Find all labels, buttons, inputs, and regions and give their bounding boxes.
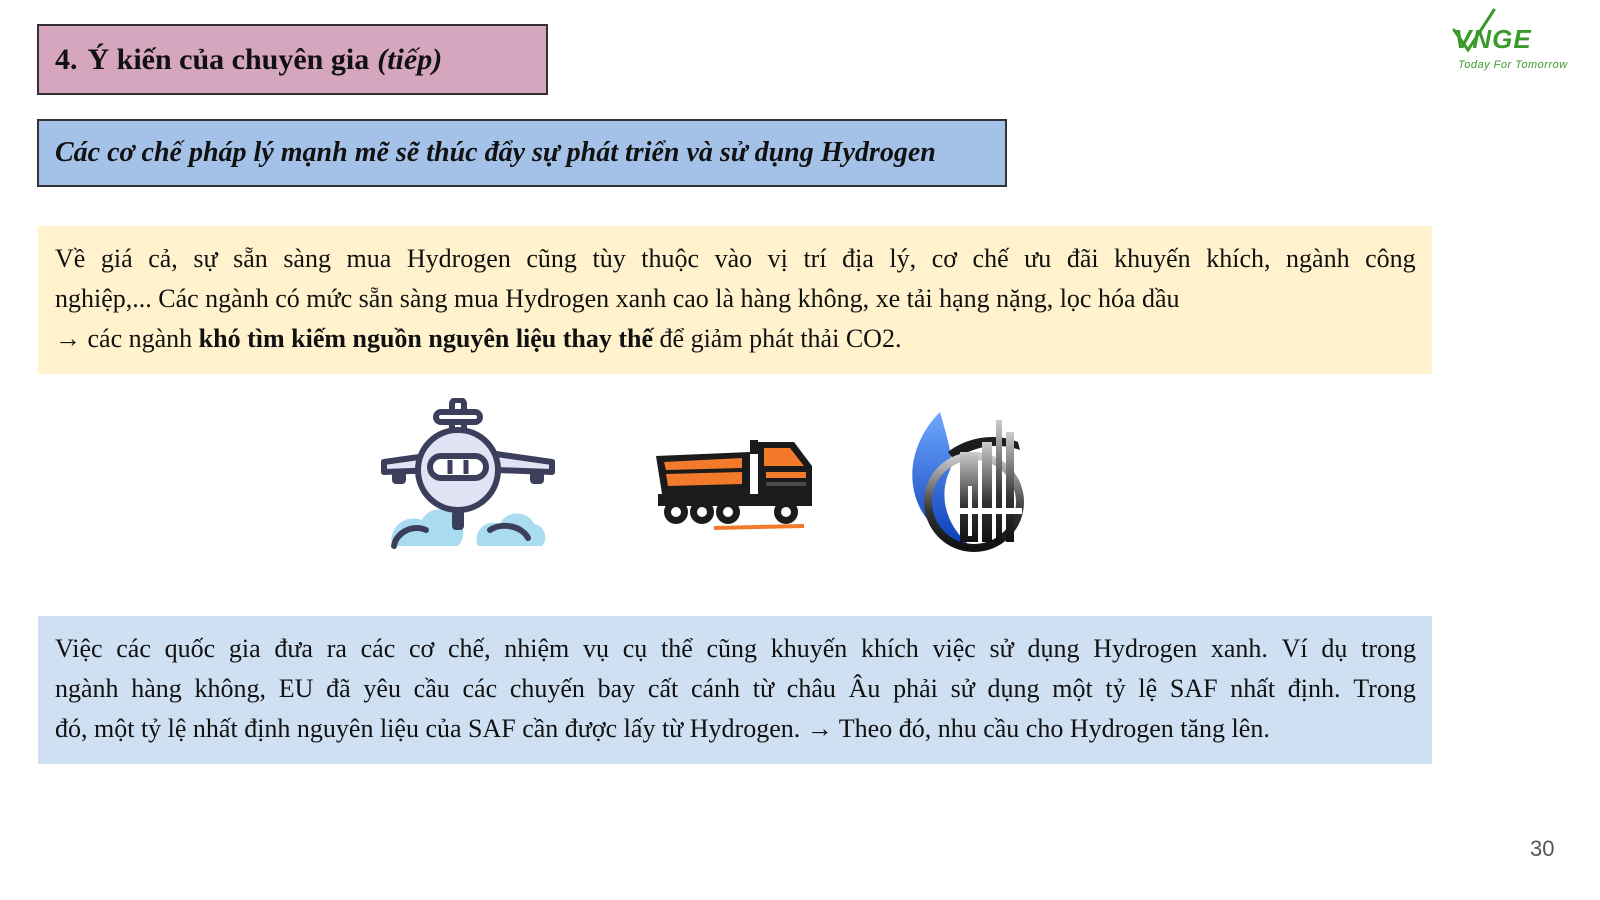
- refinery-flame-icon: [908, 412, 1043, 552]
- paragraph1-line2: nghiệp,... Các ngành có mức sẵn sàng mua Hydrogen xanh cao là hàng không, xe tải hạng nặng, lọc hóa dầu: [55, 284, 1180, 313]
- paragraph2-line2: ngành hàng không, EU đã yêu cầu các chuyến bay cất cánh từ châu Âu phải sử dụng một tỷ lệ SAF nhất định. Trong: [55, 674, 1416, 703]
- paragraph1-line3-prefix: → các ngành: [55, 324, 199, 353]
- title-text: Ý kiến của chuyên gia: [87, 42, 370, 76]
- paragraph1-line3: [55, 319, 1416, 359]
- slide-subtitle: [37, 119, 1007, 187]
- airplane-icon: [378, 398, 558, 550]
- logo-tagline: Today For Tomorrow: [1458, 59, 1568, 71]
- title-number: 4.: [55, 42, 78, 76]
- paragraph1-line1: Về giá cả, sự sẵn sàng mua Hydrogen cũng tùy thuộc vào vị trí địa lý, cơ chế ưu đãi khuyến khích, ngành công: [55, 244, 1416, 273]
- title-suffix: (tiếp): [377, 42, 443, 76]
- logo-text: VNGE: [1454, 24, 1532, 54]
- paragraph-purchase-readiness: [38, 226, 1432, 374]
- subtitle-text: Các cơ chế pháp lý mạnh mẽ sẽ thúc đẩy sự phát triển và sử dụng Hydrogen: [55, 137, 936, 168]
- vnge-logo: [1448, 4, 1598, 76]
- paragraph1-line3-suffix: để giảm phát thải CO2.: [653, 324, 902, 353]
- dump-truck-icon: [654, 436, 814, 536]
- slide-title: [37, 24, 548, 95]
- paragraph-regulatory-mechanisms: [38, 616, 1432, 764]
- paragraph1-line3-bold: khó tìm kiếm nguồn nguyên liệu thay thế: [198, 324, 654, 353]
- paragraph2-line1: Việc các quốc gia đưa ra các cơ chế, nhiệm vụ cụ thể cũng khuyến khích việc sử dụng Hydrogen xanh. Ví dụ trong: [55, 634, 1416, 663]
- page-number: 30: [1530, 836, 1555, 861]
- paragraph2-line3: đó, một tỷ lệ nhất định nguyên liệu của SAF cần được lấy từ Hydrogen. → Theo đó, nhu cầu cho Hydrogen tăng lên.: [55, 714, 1270, 743]
